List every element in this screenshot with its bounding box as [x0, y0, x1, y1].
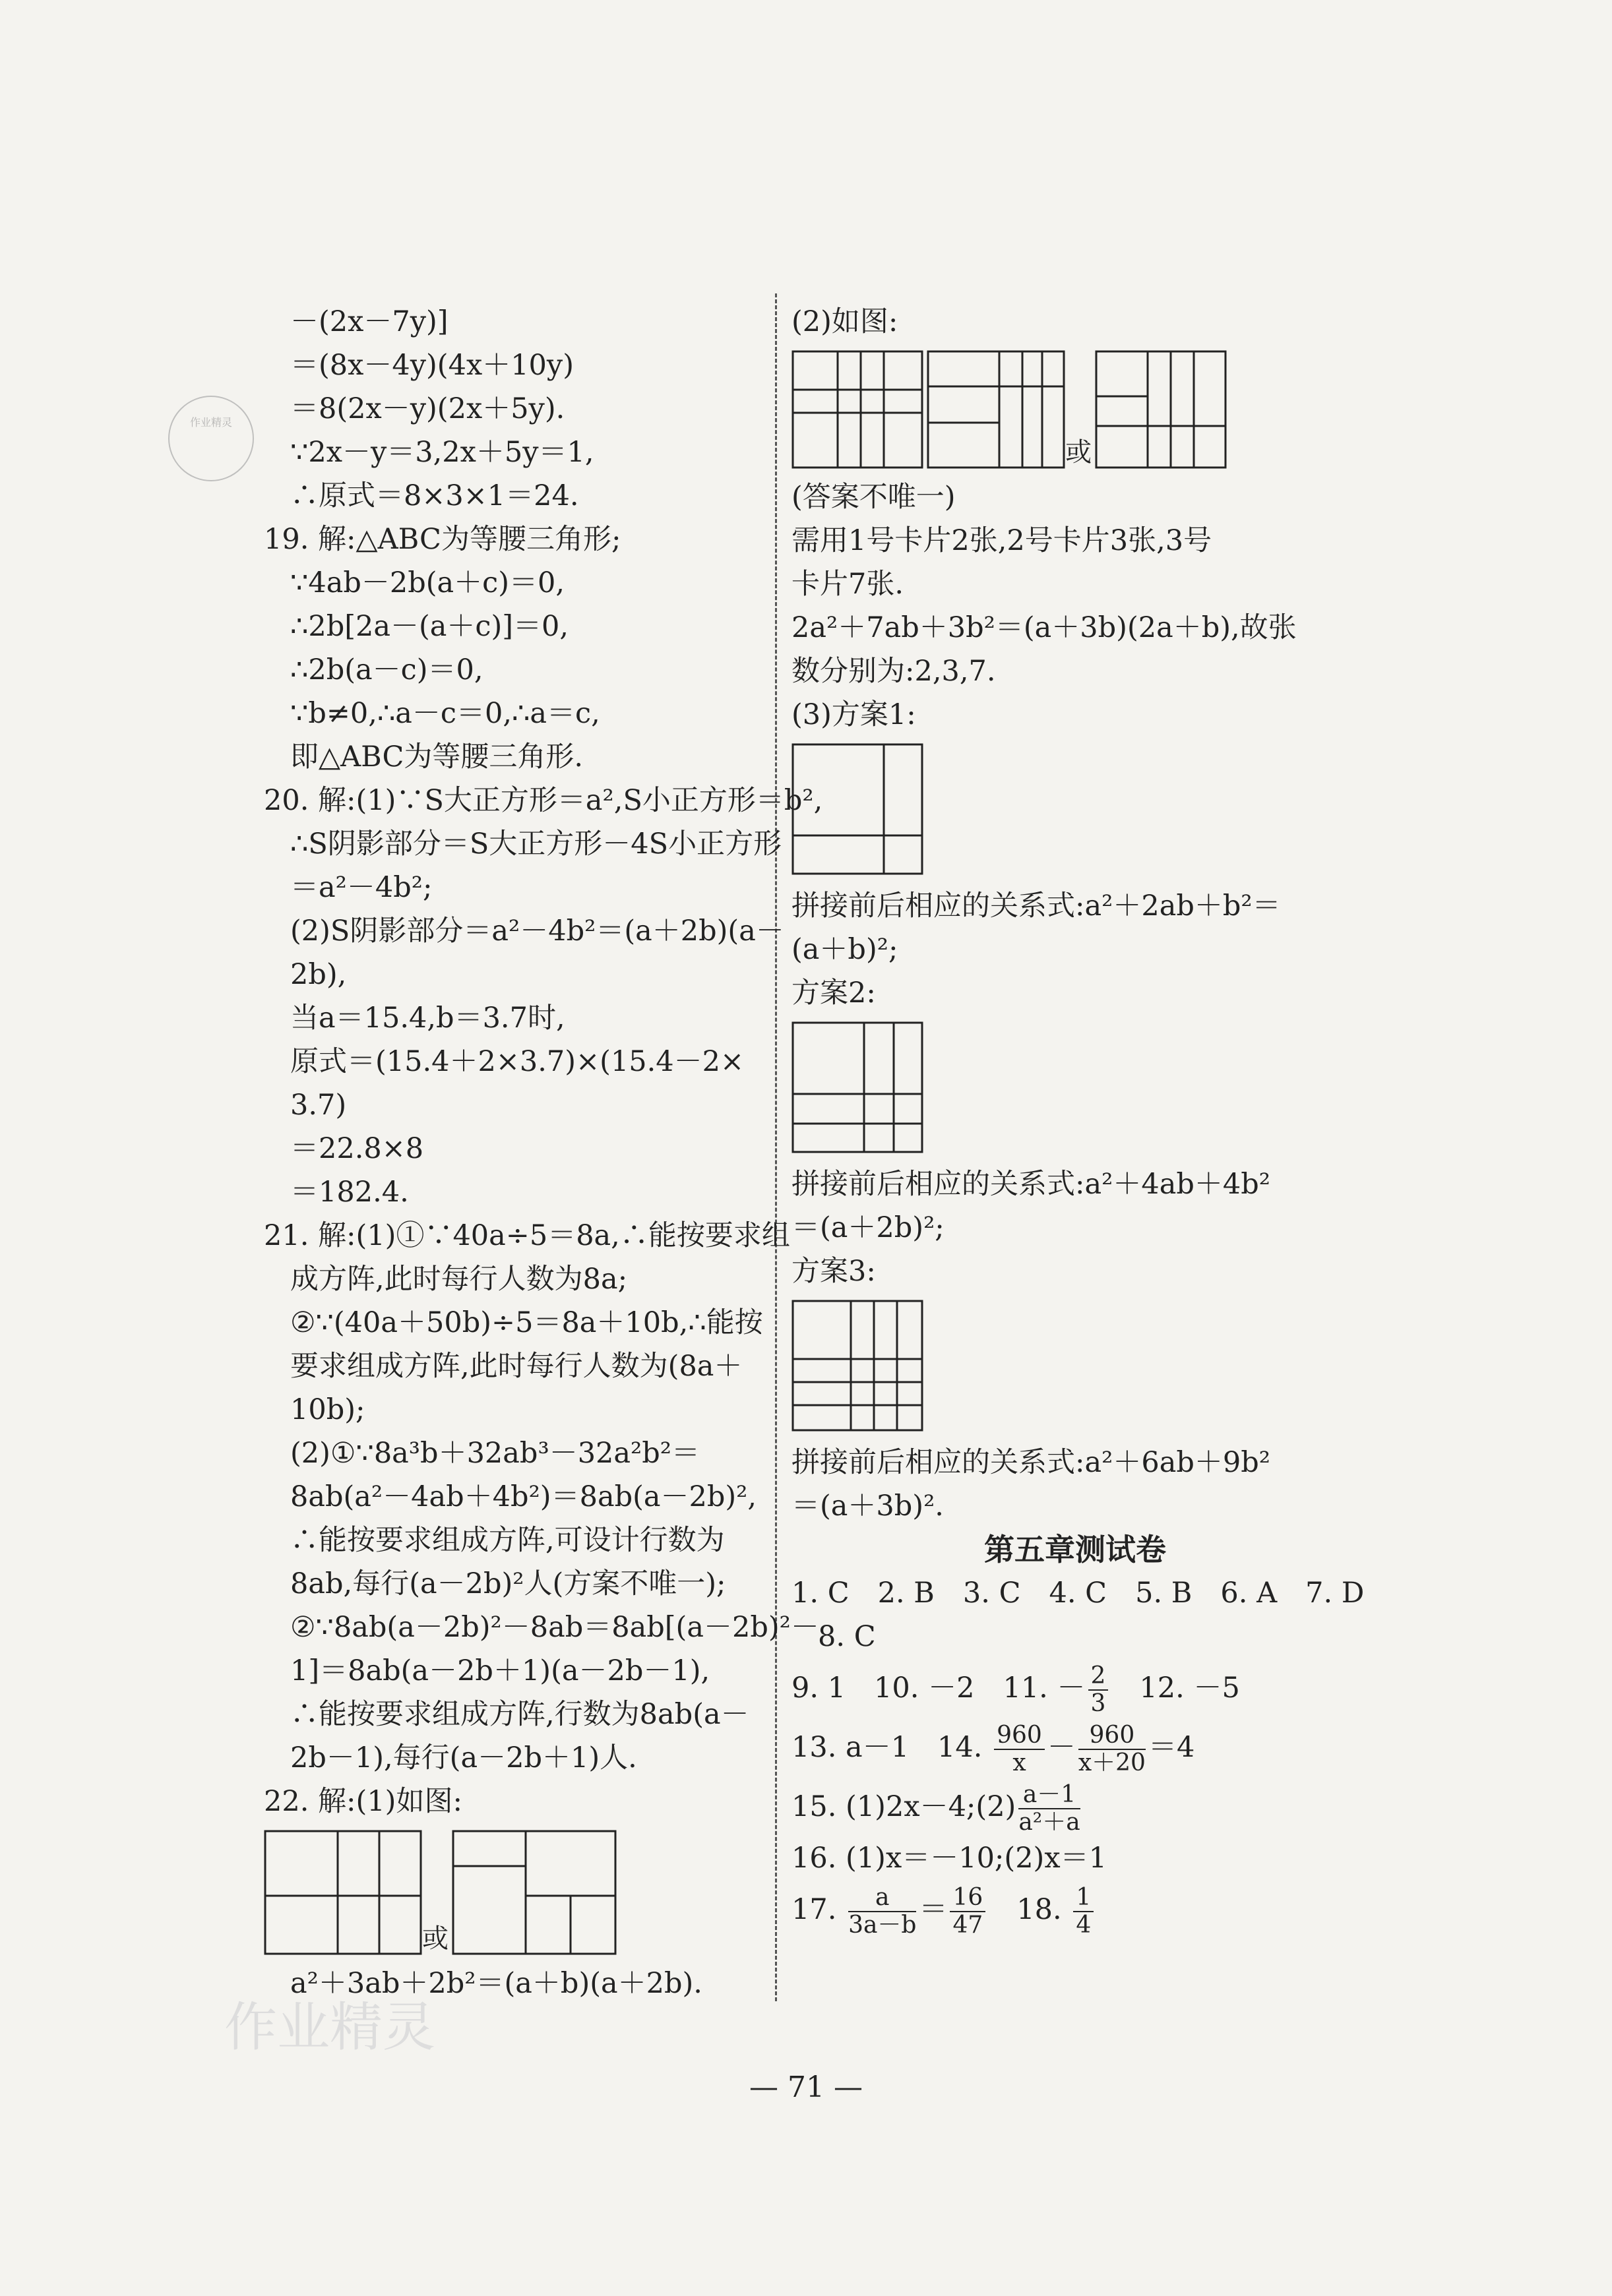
ans12-text: 12. －5 — [1111, 1672, 1240, 1705]
answers-line-15 — [791, 1777, 1359, 1836]
ans9-text: 9. 1 10. －2 11. － — [791, 1672, 1086, 1705]
ans17-eq: ＝ — [919, 1893, 948, 1926]
card-figure-a — [791, 350, 923, 469]
or-label-2: 或 — [1065, 437, 1092, 468]
rect-figure-a — [264, 1830, 422, 1955]
plan-2-square — [791, 1021, 923, 1153]
left-text-line: ②∵(40a＋50b)÷5＝8a＋10b,∴能按 — [290, 1306, 763, 1339]
left-text-line: ∵b≠0,∴a－c＝0,∴a＝c, — [290, 697, 600, 730]
left-text-line: 3.7) — [290, 1089, 347, 1122]
plan-3-relation-1: 拼接前后相应的关系式:a²＋6ab＋9b² — [791, 1446, 1271, 1479]
answers-line-1: 1. C 2. B 3. C 4. C 5. B 6. A 7. D — [791, 1577, 1365, 1610]
left-text-line: 20. 解:(1)∵S大正方形＝a²,S小正方形＝b², — [264, 784, 823, 817]
plan-1-square — [791, 743, 923, 875]
left-text-line: 8ab,每行(a－2b)²人(方案不唯一); — [290, 1567, 726, 1600]
ans17-frac-2: $\frac{16}{47}$ — [950, 1885, 985, 1939]
left-text-line: (2)①∵8a³b＋32ab³－32a²b²＝ — [290, 1437, 700, 1470]
plan-2-label: 方案2: — [791, 977, 876, 1010]
left-text-line: ∴S阴影部分＝S大正方形－4S小正方形 — [290, 828, 782, 861]
figure-22-2 — [791, 350, 1359, 469]
left-text-line: ＝(8x－4y)(4x＋10y) — [290, 349, 574, 382]
left-text-line: 2b－1),每行(a－2b＋1)人. — [290, 1741, 637, 1774]
right-mid-text-line: 卡片7张. — [791, 568, 904, 601]
left-text-line: ∵4ab－2b(a＋c)＝0, — [290, 566, 565, 599]
page-number: — 71 — — [749, 2070, 863, 2104]
answers-line-2: 8. C — [818, 1620, 876, 1653]
rect-figure-b — [452, 1830, 617, 1955]
right-top-text-line: (2)如图: — [791, 305, 898, 338]
ans18-frac: $\frac{1}{4}$ — [1073, 1885, 1094, 1939]
plan-2-relation-2: ＝(a＋2b)²; — [791, 1211, 945, 1244]
left-text-line: 当a＝15.4,b＝3.7时, — [290, 1002, 565, 1035]
right-mid-text-line: 数分别为:2,3,7. — [791, 655, 996, 688]
ans11-frac: $\frac{2}{3}$ — [1088, 1663, 1109, 1717]
left-text-line: ∵2x－y＝3,2x＋5y＝1, — [290, 436, 594, 469]
left-text-line: 22. 解:(1)如图: — [264, 1785, 462, 1818]
ans18-text: 18. — [988, 1893, 1071, 1926]
chapter-title: 第五章测试卷 — [984, 1532, 1166, 1567]
left-text-line: ＝a²－4b²; — [290, 871, 433, 904]
answers-line-9 — [791, 1658, 1359, 1718]
card-figure-c — [1095, 350, 1227, 469]
plan-3-relation-2: ＝(a＋3b)². — [791, 1490, 944, 1523]
left-text-line: ∴原式＝8×3×1＝24. — [290, 479, 579, 512]
card-figure-b — [927, 350, 1065, 469]
ans14-frac-2: $\frac{960}{x+20}$ — [1078, 1722, 1146, 1776]
ans14-frac-1: $\frac{960}{x}$ — [994, 1722, 1045, 1776]
ans15-frac: $\frac{a-1}{\text{a²＋a}}$ — [1018, 1781, 1080, 1836]
ans14-tail: ＝4 — [1148, 1731, 1195, 1764]
watermark: 作业精灵 — [224, 1997, 435, 2058]
left-text-line: ∴能按要求组成方阵,行数为8ab(a－ — [290, 1698, 749, 1731]
stamp-mark: 作业精灵 — [168, 396, 254, 481]
plan-3-square — [791, 1300, 923, 1432]
left-text-line: ＝22.8×8 — [290, 1132, 424, 1165]
right-mid-text-line: (答案不唯一) — [791, 481, 956, 514]
plan-2-relation-1: 拼接前后相应的关系式:a²＋4ab＋4b² — [791, 1168, 1271, 1201]
left-text-line: (2)S阴影部分＝a²－4b²＝(a＋2b)(a－ — [290, 915, 784, 948]
left-text-line: 即△ABC为等腰三角形. — [290, 740, 584, 773]
left-text-line: 8ab(a²－4ab＋4b²)＝8ab(a－2b)², — [290, 1480, 757, 1513]
answers-line-13 — [791, 1718, 1359, 1777]
ans13-text: 13. a－1 14. — [791, 1731, 992, 1764]
ans17-frac-1: $\frac{a}{3a-b}$ — [848, 1884, 917, 1939]
left-text-line: 21. 解:(1)①∵40a÷5＝8a,∴能按要求组 — [264, 1219, 790, 1252]
plan-1-figure — [791, 743, 1359, 878]
left-text-line: 19. 解:△ABC为等腰三角形; — [264, 523, 621, 556]
plan-3-label: 方案3: — [791, 1255, 876, 1288]
left-text-line: ∴2b(a－c)＝0, — [290, 653, 483, 686]
figure-22-1 — [264, 1830, 765, 1955]
or-label: 或 — [422, 1923, 449, 1954]
right-mid-text-line: 需用1号卡片2张,2号卡片3张,3号 — [791, 524, 1212, 557]
plan-1-relation-2: (a＋b)²; — [791, 933, 898, 966]
left-text-line: 成方阵,此时每行人数为8a; — [290, 1263, 628, 1296]
ans15-text: 15. (1)2x－4;(2) — [791, 1790, 1016, 1823]
left-text-line: 10b); — [290, 1393, 365, 1426]
right-column — [791, 300, 1365, 1939]
left-text-line: 2b), — [290, 958, 347, 991]
left-text-line: ∴2b[2a－(a＋c)]＝0, — [290, 610, 569, 643]
column-divider — [775, 293, 777, 2001]
answers-line-16: 16. (1)x＝－10;(2)x＝1 — [791, 1842, 1107, 1875]
left-text-line: ＝182.4. — [290, 1176, 409, 1209]
plan-3-figure — [791, 1300, 1359, 1434]
plan-2-figure — [791, 1021, 1359, 1156]
left-text-line: ∴能按要求组成方阵,可设计行数为 — [290, 1524, 725, 1557]
left-text-line: 原式＝(15.4＋2×3.7)×(15.4－2× — [290, 1045, 744, 1078]
plan-1-relation-1: 拼接前后相应的关系式:a²＋2ab＋b²＝ — [791, 890, 1281, 922]
left-text-line: 要求组成方阵,此时每行人数为(8a＋ — [290, 1350, 743, 1383]
left-text-line: ＝8(2x－y)(2x＋5y). — [290, 392, 565, 425]
left-text-line: －(2x－7y)] — [290, 305, 449, 338]
left-text-line: ②∵8ab(a－2b)²－8ab＝8ab[(a－2b)²－ — [290, 1611, 819, 1644]
ans17-text: 17. — [791, 1893, 846, 1926]
right-mid-text-line: 2a²＋7ab＋3b²＝(a＋3b)(2a＋b),故张 — [791, 611, 1297, 644]
left-text-line: 1]＝8ab(a－2b＋1)(a－2b－1), — [290, 1654, 710, 1687]
ans14-minus: － — [1047, 1731, 1076, 1764]
answer-22-formula: a²＋3ab＋2b²＝(a＋b)(a＋2b). — [290, 1967, 702, 2000]
right-mid-text-line: (3)方案1: — [791, 698, 916, 731]
answers-line-17 — [791, 1880, 1359, 1939]
